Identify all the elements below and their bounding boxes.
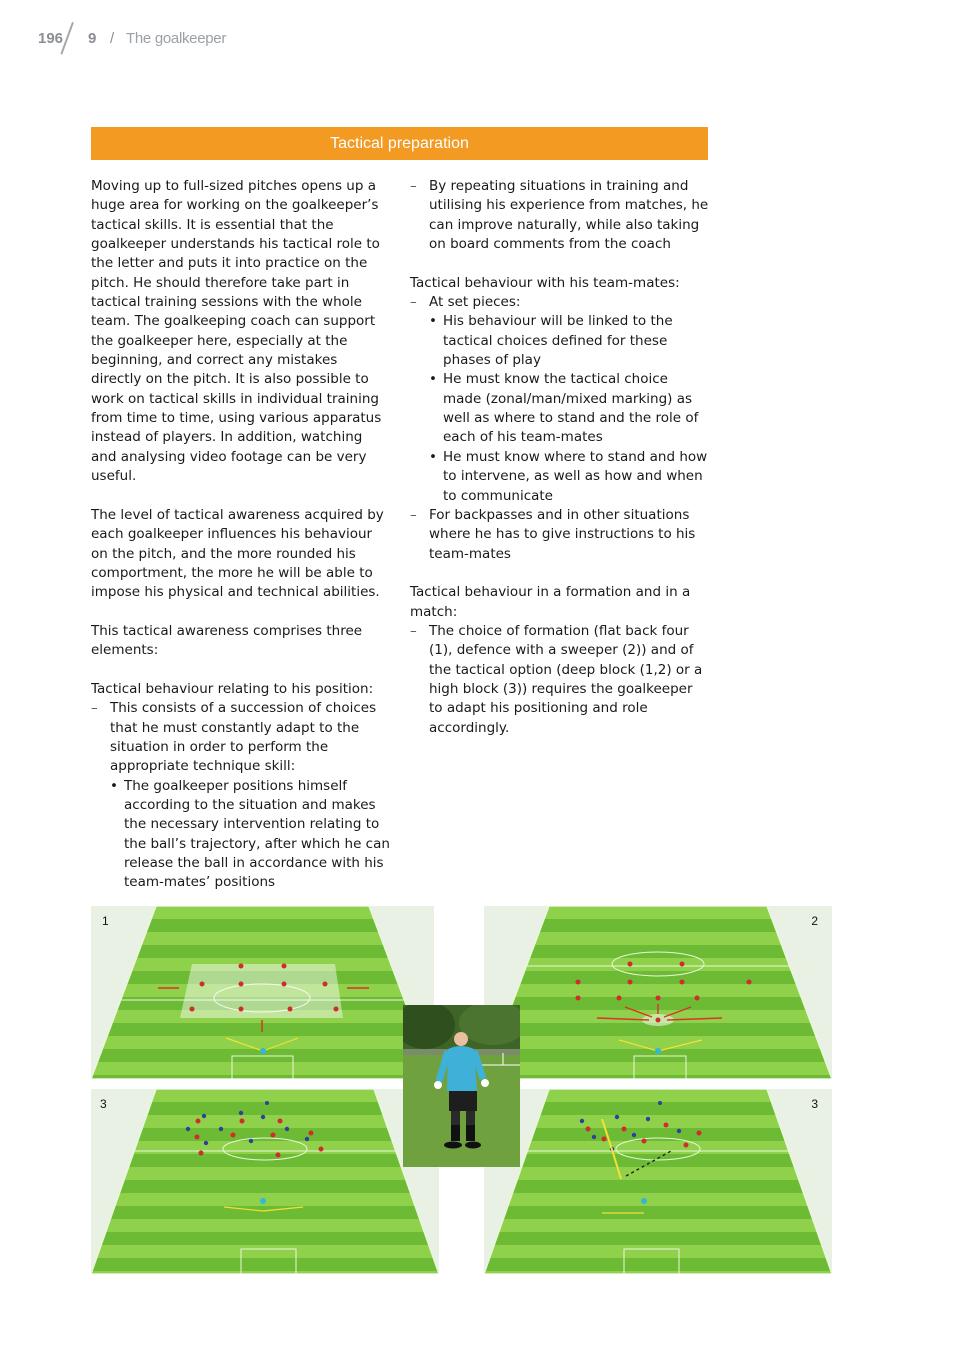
- position-bullet-item: • The goalkeeper positions himself according to the situation and makes the necessary intervention relating to the ball’s trajectory, after which he can release the ball in accordance with his team-mates’ positions: [110, 777, 391, 893]
- tactical-diagram-3: [91, 1089, 439, 1274]
- formation-dash-item: – The choice of formation (flat back four (1), defence with a sweeper (2)) and of the tactical option (deep block (1,2) or a high block (3)) requires the goalkeeper to adapt his positioning and role accordingly.: [410, 622, 710, 738]
- tactical-diagram-4: [484, 1089, 832, 1274]
- set-pieces-dash-text: – At set pieces:: [429, 294, 521, 311]
- section-title-banner: Tactical preparation: [91, 127, 708, 160]
- tactical-diagram-1: [91, 906, 434, 1079]
- position-heading: Tactical behaviour relating to his position:: [91, 680, 374, 697]
- set-pieces-dash-item: [410, 293, 710, 506]
- diagram-2-number: 2: [811, 914, 818, 928]
- set-pieces-bullet-2: • He must know the tactical choice made (zonal/man/mixed marking) as well as where to stand and the role of each of his team-mates: [429, 370, 710, 447]
- formation-heading: Tactical behaviour in a formation and in a match:: [410, 584, 691, 620]
- right-text-column: [410, 177, 710, 738]
- goalkeeper-photo: [403, 1005, 520, 1167]
- goalkeeper-photo-graphic: [403, 1005, 520, 1167]
- diagram-1-number: 1: [102, 914, 109, 928]
- pitch-diagram-1-graphic: [91, 906, 434, 1079]
- chapter-title: The goalkeeper: [126, 30, 227, 47]
- intro-paragraph: Moving up to full-sized pitches opens up a huge area for working on the goalkeeper’s tactical skills. It is essential that the goalkeeper understands his tactical role to the letter and puts it into practice on the pitch. He should therefore take part in tactical training sessions with the whole team. The goalkeeping coach can support the goalkeeper here, especially at the beginning, and correct any mistakes directly on the pitch. It is also possible to work on tactical skills in individual training from time to time, using various apparatus instead of players. In addition, watching and analysing video footage can be very useful.: [91, 178, 382, 485]
- position-dash-item: [91, 699, 391, 892]
- repeat-dash-item: – By repeating situations in training and utilising his experience from matches, he can improve naturally, while also taking on board comments from the coach: [410, 177, 710, 254]
- tactical-diagram-2: [484, 906, 832, 1079]
- position-dash-text: – This consists of a succession of choices that he must constantly adapt to the situation in order to perform the appropriate technique skill:: [110, 700, 377, 775]
- set-pieces-bullet-1: • His behaviour will be linked to the tactical choices defined for these phases of play: [429, 312, 710, 370]
- pitch-diagram-4-graphic: [484, 1089, 832, 1274]
- pitch-diagram-2-graphic: [484, 906, 832, 1079]
- diagram-3-number: 3: [100, 1097, 107, 1111]
- chapter-number: 9: [88, 30, 97, 47]
- awareness-paragraph: The level of tactical awareness acquired by each goalkeeper influences his behaviour on the pitch, and the more rounded his comportment, the more he will be able to impose his physical and technical abilities.: [91, 506, 384, 601]
- elements-paragraph: This tactical awareness comprises three elements:: [91, 622, 363, 659]
- page-number: 196: [38, 30, 64, 47]
- set-pieces-bullet-3: • He must know where to stand and how to intervene, as well as how and when to communicate: [429, 448, 710, 506]
- diagram-4-number: 3: [811, 1097, 818, 1111]
- backpass-dash-item: – For backpasses and in other situations where he has to give instructions to his team-mates: [410, 506, 710, 564]
- spacer: [410, 254, 710, 273]
- spacer: [410, 564, 710, 583]
- running-head-separator: /: [110, 30, 115, 47]
- pitch-diagram-3-graphic: [91, 1089, 439, 1274]
- left-text-column: [91, 177, 391, 893]
- teammates-heading: Tactical behaviour with his team-mates:: [410, 274, 680, 291]
